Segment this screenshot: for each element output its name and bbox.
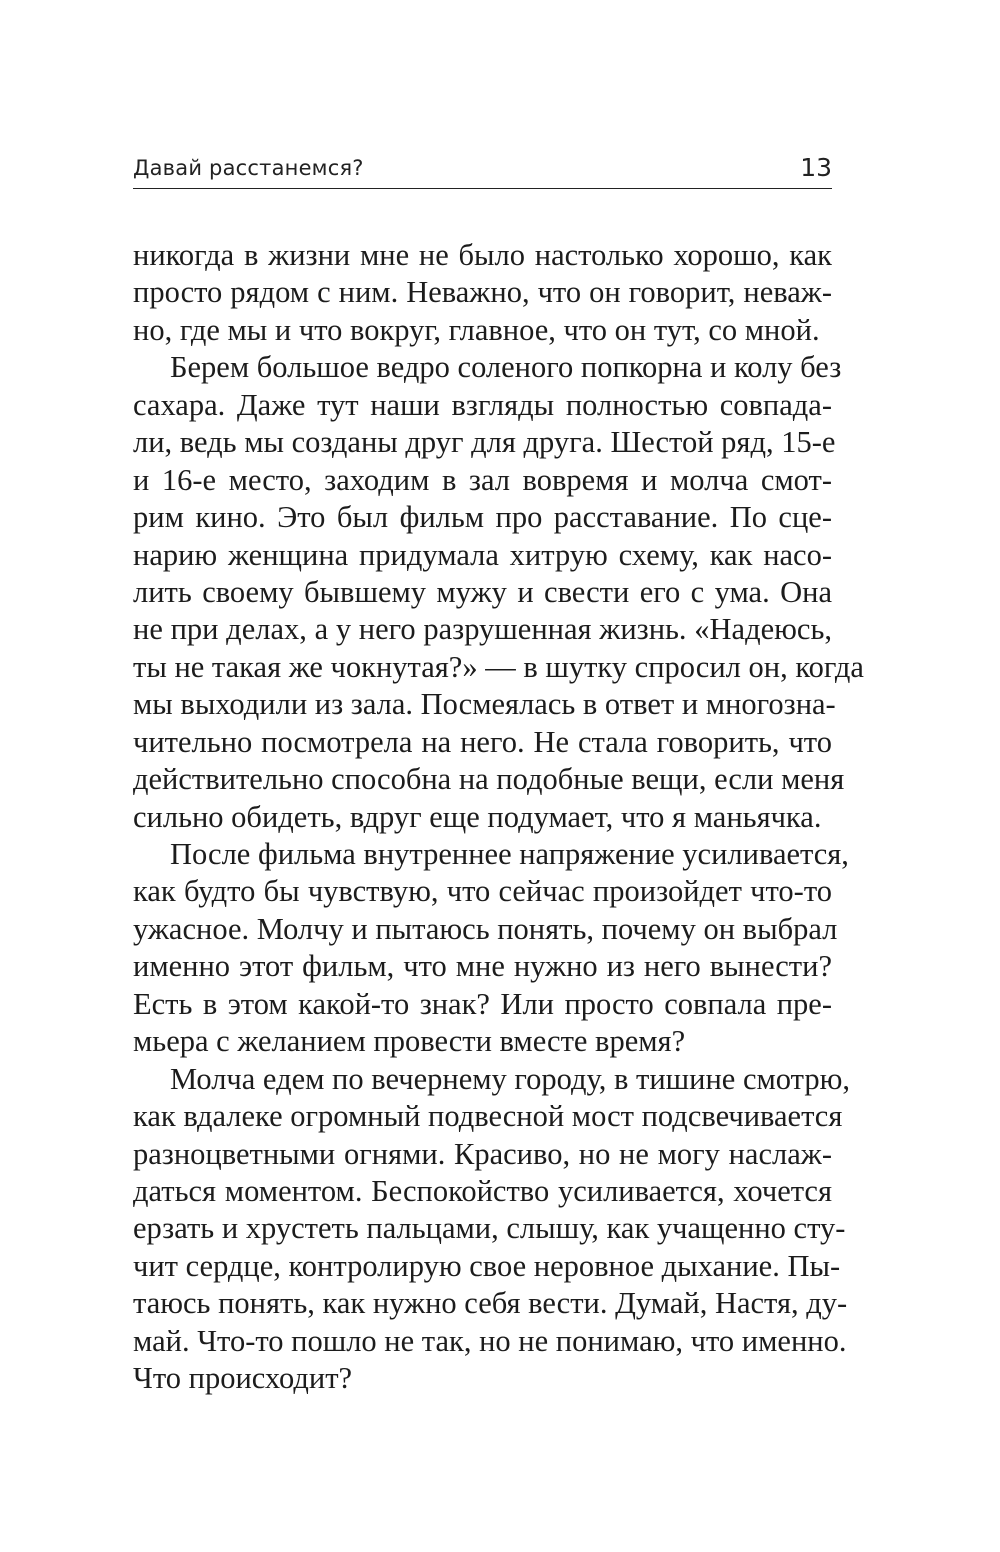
text-line: ли, ведь мы созданы друг для друга. Шестой ряд, 15-е <box>133 425 836 460</box>
text-line: но, где мы и что вокруг, главное, что он тут, со мной. <box>133 312 820 347</box>
text-line: Есть в этом какой-то знак? Или просто совпала пре- <box>133 986 832 1021</box>
running-title: Давай расстанемся? <box>133 156 364 180</box>
body-text <box>133 237 864 1398</box>
text-line: сильно обидеть, вдруг еще подумает, что я маньячка. <box>133 799 822 834</box>
text-line: ты не такая же чокнутая?» — в шутку спросил он, когда <box>133 649 864 684</box>
text-line: не при делах, а у него разрушенная жизнь. «Надеюсь, <box>133 612 832 647</box>
text-line: чит сердце, контролирую свое неровное дыхание. Пы- <box>133 1248 841 1283</box>
text-line: как будто бы чувствую, что сейчас произойдет что-то <box>133 874 832 909</box>
running-head <box>133 148 832 189</box>
text-line: чительно посмотрела на него. Не стала говорить, что <box>133 724 832 759</box>
text-line: как вдалеке огромный подвесной мост подсвечивается <box>133 1099 843 1134</box>
text-line: мы выходили из зала. Посмеялась в ответ и многозна- <box>133 687 836 722</box>
page-number: 13 <box>800 153 832 182</box>
text-line: Молча едем по вечернему городу, в тишине смотрю, <box>170 1061 851 1096</box>
text-line: лить своему бывшему мужу и свести его с ума. Она <box>133 574 832 609</box>
text-line: Берем большое ведро соленого попкорна и колу без <box>170 350 842 385</box>
paragraph-1 <box>133 237 832 349</box>
text-line: таюсь понять, как нужно себя вести. Думай, Настя, ду- <box>133 1286 848 1321</box>
text-line: После фильма внутреннее напряжение усиливается, <box>170 837 849 871</box>
text-line: даться моментом. Беспокойство усиливается, хочется <box>133 1173 832 1208</box>
text-line: мьера с желанием провести вместе время? <box>133 1024 686 1059</box>
text-line: Что происходит? <box>133 1361 353 1396</box>
text-line: именно этот фильм, что мне нужно из него вынести? <box>133 949 832 984</box>
text-line: нарию женщина придумала хитрую схему, как насо- <box>133 537 832 572</box>
text-line: ерзать и хрустеть пальцами, слышу, как учащенно сту- <box>133 1211 846 1246</box>
text-line: просто рядом с ним. Неважно, что он говорит, неваж- <box>133 275 832 310</box>
text-line: ужасное. Молчу и пытаюсь понять, почему он выбрал <box>133 911 838 946</box>
text-line: никогда в жизни мне не было настолько хорошо, как <box>133 238 832 272</box>
text-line: рим кино. Это был фильм про расставание. По сце- <box>133 500 832 535</box>
paragraph-2 <box>133 349 864 836</box>
text-line: сахара. Даже тут наши взгляды полностью совпада- <box>133 387 832 422</box>
paragraph-4 <box>133 1061 851 1398</box>
paragraph-3 <box>133 836 849 1061</box>
text-line: май. Что-то пошло не так, но не понимаю, что именно. <box>133 1323 847 1358</box>
text-line: разноцветными огнями. Красиво, но не могу наслаж- <box>133 1136 832 1171</box>
text-line: действительно способна на подобные вещи, если меня <box>133 762 845 797</box>
text-line: и 16-е место, заходим в зал вовремя и молча смот- <box>133 462 832 497</box>
